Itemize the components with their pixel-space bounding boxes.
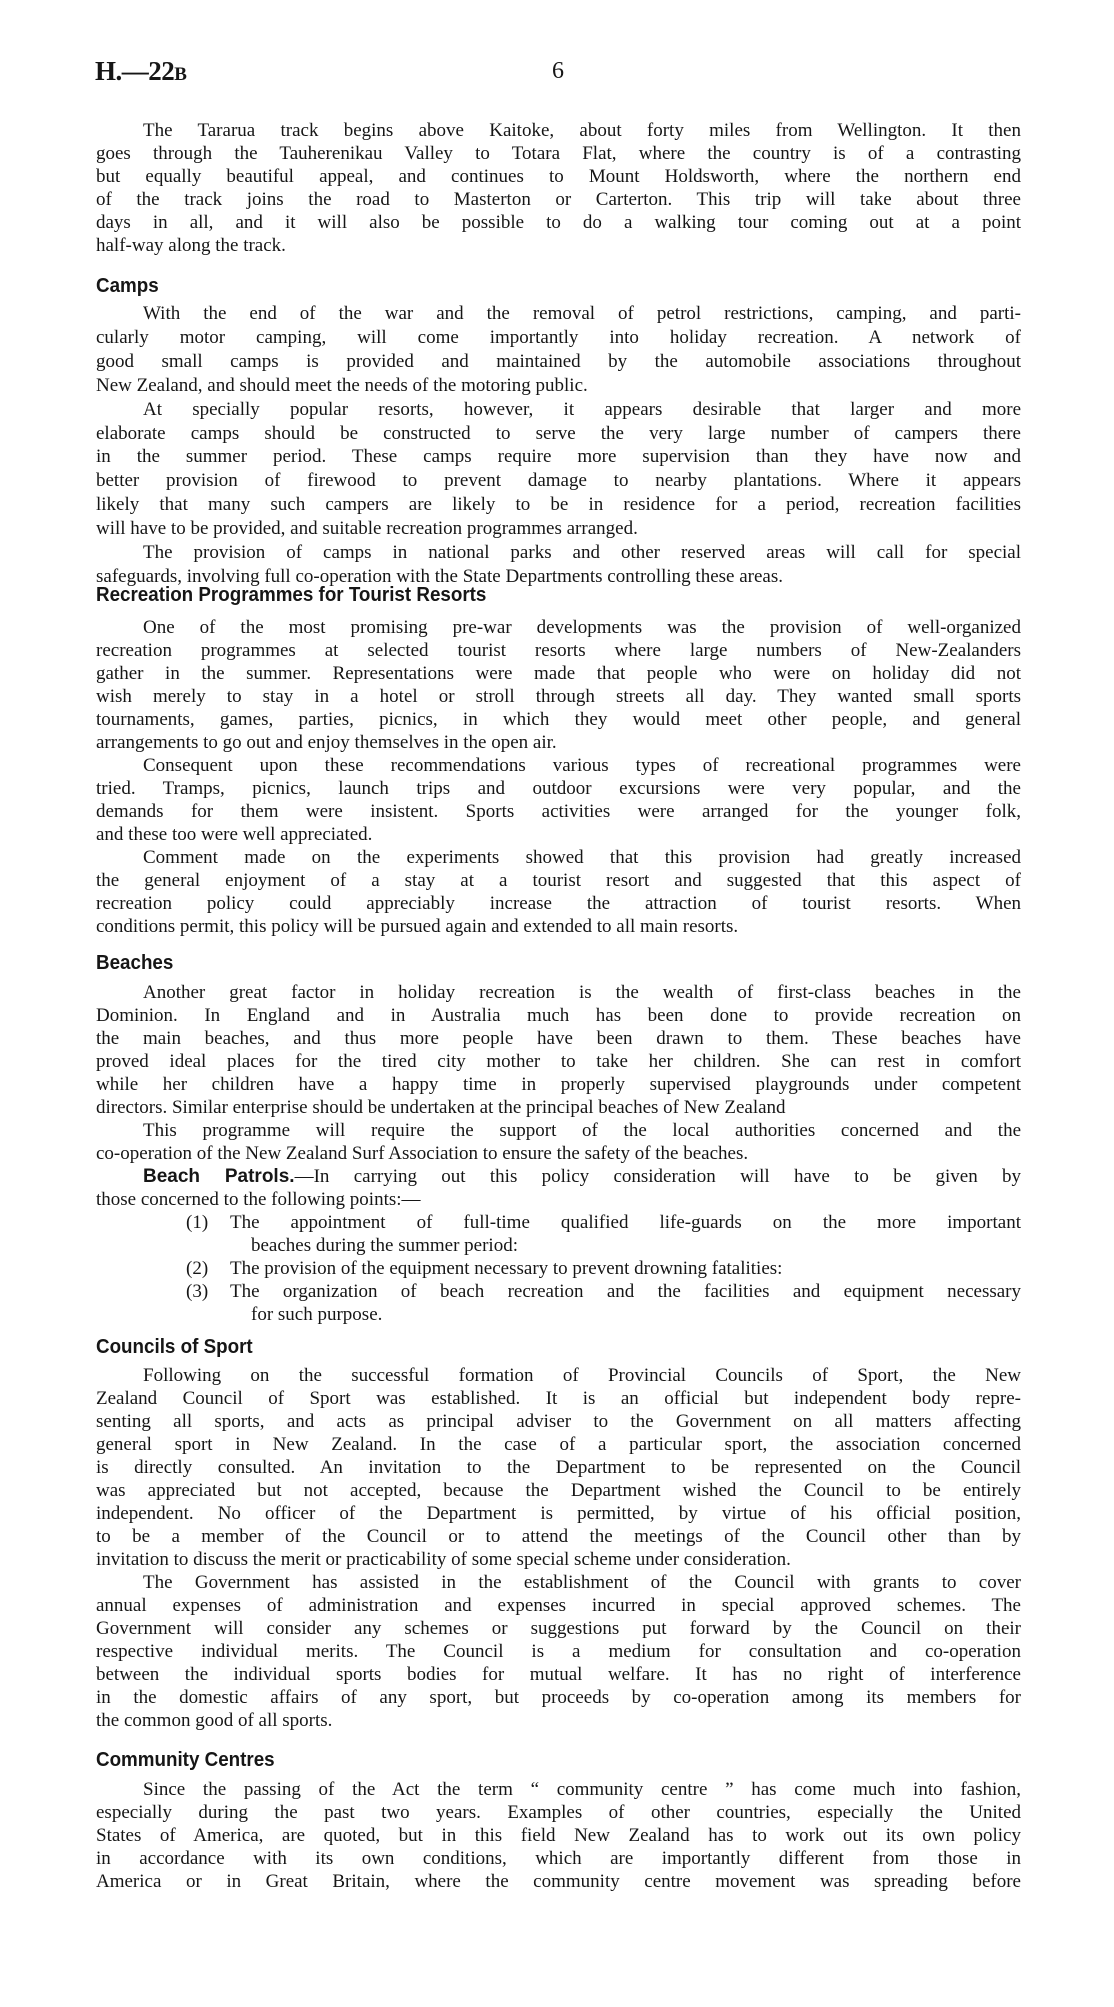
paragraph [96, 302, 1021, 398]
text-line: for such purpose. [251, 1303, 383, 1325]
text-line [96, 1165, 1021, 1188]
text-line: elaborate camps should be constructed to serve the very large number of campers there [96, 422, 1021, 444]
section-body [96, 981, 1021, 1326]
text-line: America or in Great Britain, where the community centre movement was spreading before [96, 1870, 1021, 1892]
section-body [96, 1364, 1021, 1732]
text-line: The appointment of full-time qualified life-guards on the more important [230, 1211, 1021, 1233]
text-line: recreation programmes at selected tourist resorts where large numbers of New-Zealanders [96, 639, 1021, 661]
section-body [96, 302, 1021, 589]
text-line: States of America, are quoted, but in this field New Zealand has to work out its own policy [96, 1824, 1021, 1846]
text-line: half-way along the track. [96, 234, 286, 256]
text-line: The provision of camps in national parks and other reserved areas will call for special [143, 541, 1021, 563]
section-heading: Camps [96, 275, 159, 297]
text-line: tournaments, games, parties, picnics, in which they would meet other people, and general [96, 708, 1021, 730]
document-code [95, 56, 186, 87]
section-heading: Recreation Programmes for Tourist Resorts [96, 584, 487, 606]
section-body [96, 1778, 1021, 1893]
paragraph [96, 616, 1021, 754]
text-line: Zealand Council of Sport was established. It is an official but independent body repre- [96, 1387, 1021, 1409]
list-item-number: (3) [186, 1280, 209, 1302]
paragraph [96, 981, 1021, 1119]
text-line: those concerned to the following points:— [96, 1188, 421, 1210]
text-line: Since the passing of the Act the term “ community centre ” has come much into fashion, [143, 1778, 1021, 1800]
text-line-content: —In carrying out this policy consideration will have to be given by [294, 1165, 1021, 1187]
text-line: proved ideal places for the tired city mother to take her children. She can rest in comfort [96, 1050, 1021, 1072]
paragraph [96, 1778, 1021, 1893]
text-line: One of the most promising pre-war developments was the provision of well-organized [143, 616, 1021, 638]
text-line: likely that many such campers are likely to be in residence for a period, recreation facilities [96, 494, 1021, 516]
text-line: Following on the successful formation of Provincial Councils of Sport, the New [143, 1364, 1021, 1386]
paragraph [96, 846, 1021, 938]
section-body [96, 119, 1021, 257]
text-line: senting all sports, and acts as principal adviser to the Government on all matters affecting [96, 1410, 1021, 1432]
text-line: the common good of all sports. [96, 1709, 333, 1731]
text-line: respective individual merits. The Council is a medium for consultation and co-operation [96, 1640, 1021, 1662]
text-line: annual expenses of administration and expenses incurred in special approved schemes. The [96, 1594, 1021, 1616]
text-line: Consequent upon these recommendations various types of recreational programmes were [143, 754, 1021, 776]
list-item-number: (2) [186, 1257, 209, 1279]
text-line: invitation to discuss the merit or practicability of some special scheme under consideration. [96, 1548, 791, 1570]
text-line: cularly motor camping, will come importantly into holiday recreation. A network of [96, 326, 1021, 348]
section-heading: Community Centres [96, 1749, 275, 1771]
text-line: This programme will require the support of the local authorities concerned and the [143, 1119, 1021, 1141]
text-line: is directly consulted. An invitation to the Department to be represented on the Council [96, 1456, 1021, 1478]
paragraph [96, 119, 1021, 257]
list-item-number: (1) [186, 1211, 209, 1233]
paragraph [96, 1571, 1021, 1732]
text-line: Dominion. In England and in Australia much has been done to provide recreation on [96, 1004, 1021, 1026]
list-item [96, 1257, 1021, 1280]
text-line: but equally beautiful appeal, and continues to Mount Holdsworth, where the northern end [96, 165, 1021, 187]
text-line: conditions permit, this policy will be pursued again and extended to all main resorts. [96, 915, 739, 937]
page-number: 6 [552, 58, 564, 84]
text-line: Comment made on the experiments showed that this provision had greatly increased [143, 846, 1021, 868]
text-line: in the summer period. These camps require more supervision than they have now and [96, 446, 1021, 468]
text-line: days in all, and it will also be possible to do a walking tour coming out at a point [96, 211, 1021, 233]
text-line: co-operation of the New Zealand Surf Association to ensure the safety of the beaches. [96, 1142, 749, 1164]
section-heading: Councils of Sport [96, 1336, 253, 1358]
text-line: the general enjoyment of a stay at a tourist resort and suggested that this aspect of [96, 869, 1021, 891]
text-line: Government will consider any schemes or suggestions put forward by the Council on their [96, 1617, 1021, 1639]
paragraph [96, 1165, 1021, 1211]
text-line: Another great factor in holiday recreation is the wealth of first-class beaches in the [143, 981, 1021, 1003]
text-line: The Government has assisted in the establishment of the Council with grants to cover [143, 1571, 1021, 1593]
text-line: With the end of the war and the removal of petrol restrictions, camping, and parti- [143, 303, 1021, 325]
text-line: especially during the past two years. Examples of other countries, especially the United [96, 1801, 1021, 1823]
text-line: recreation policy could appreciably increase the attraction of tourist resorts. When [96, 892, 1021, 914]
text-line: beaches during the summer period: [251, 1234, 518, 1256]
text-line: was appreciated but not accepted, because the Department wished the Council to be entirely [96, 1479, 1021, 1501]
document-code-main: H.—22 [95, 56, 175, 86]
text-line: The organization of beach recreation and the facilities and equipment necessary [230, 1280, 1021, 1302]
text-line: the main beaches, and thus more people have been drawn to them. These beaches have [96, 1027, 1021, 1049]
section-heading: Beaches [96, 952, 174, 974]
text-line: while her children have a happy time in properly supervised playgrounds under competent [96, 1073, 1021, 1095]
text-line: tried. Tramps, picnics, launch trips and outdoor excursions were very popular, and the [96, 777, 1021, 799]
text-line: independent. No officer of the Department is permitted, by virtue of his official position, [96, 1502, 1021, 1524]
section-body [96, 616, 1021, 938]
paragraph [96, 1364, 1021, 1571]
text-line: goes through the Tauherenikau Valley to Totara Flat, where the country is of a contrasting [96, 142, 1021, 164]
text-line: The Tararua track begins above Kaitoke, about forty miles from Wellington. It then [143, 119, 1021, 141]
text-line: better provision of firewood to prevent damage to nearby plantations. Where it appears [96, 470, 1021, 492]
text-line: directors. Similar enterprise should be undertaken at the principal beaches of New Zealand [96, 1096, 786, 1118]
text-line: demands for them were insistent. Sports activities were arranged for the younger folk, [96, 800, 1021, 822]
text-line: in accordance with its own conditions, which are importantly different from those in [96, 1847, 1021, 1869]
text-line: in the domestic affairs of any sport, but proceeds by co-operation among its members for [96, 1686, 1021, 1708]
text-line: general sport in New Zealand. In the case of a particular sport, the association concerned [96, 1433, 1021, 1455]
text-line: safeguards, involving full co-operation with the State Departments controlling these areas. [96, 565, 783, 587]
text-line: wish merely to stay in a hotel or stroll through streets all day. They wanted small sports [96, 685, 1021, 707]
run-in-heading: Beach Patrols. [143, 1165, 295, 1187]
text-line: to be a member of the Council or to attend the meetings of the Council other than by [96, 1525, 1021, 1547]
text-line: arrangements to go out and enjoy themselves in the open air. [96, 731, 557, 753]
text-line: of the track joins the road to Masterton or Carterton. This trip will take about three [96, 188, 1021, 210]
paragraph [96, 541, 1021, 589]
document-code-suffix: B [174, 64, 187, 85]
text-line: and these too were well appreciated. [96, 823, 373, 845]
text-line: will have to be provided, and suitable recreation programmes arranged. [96, 518, 638, 540]
text-line: good small camps is provided and maintained by the automobile associations throughout [96, 350, 1021, 372]
list-item [96, 1280, 1021, 1326]
list-item [96, 1211, 1021, 1257]
paragraph [96, 398, 1021, 541]
text-line: The provision of the equipment necessary to prevent drowning fatalities: [230, 1257, 783, 1279]
text-line: New Zealand, and should meet the needs of the motoring public. [96, 374, 588, 396]
paragraph [96, 1119, 1021, 1165]
paragraph [96, 754, 1021, 846]
text-line: gather in the summer. Representations were made that people who were on holiday did not [96, 662, 1021, 684]
text-line: At specially popular resorts, however, it appears desirable that larger and more [143, 398, 1021, 420]
text-line: between the individual sports bodies for mutual welfare. It has no right of interference [96, 1663, 1021, 1685]
